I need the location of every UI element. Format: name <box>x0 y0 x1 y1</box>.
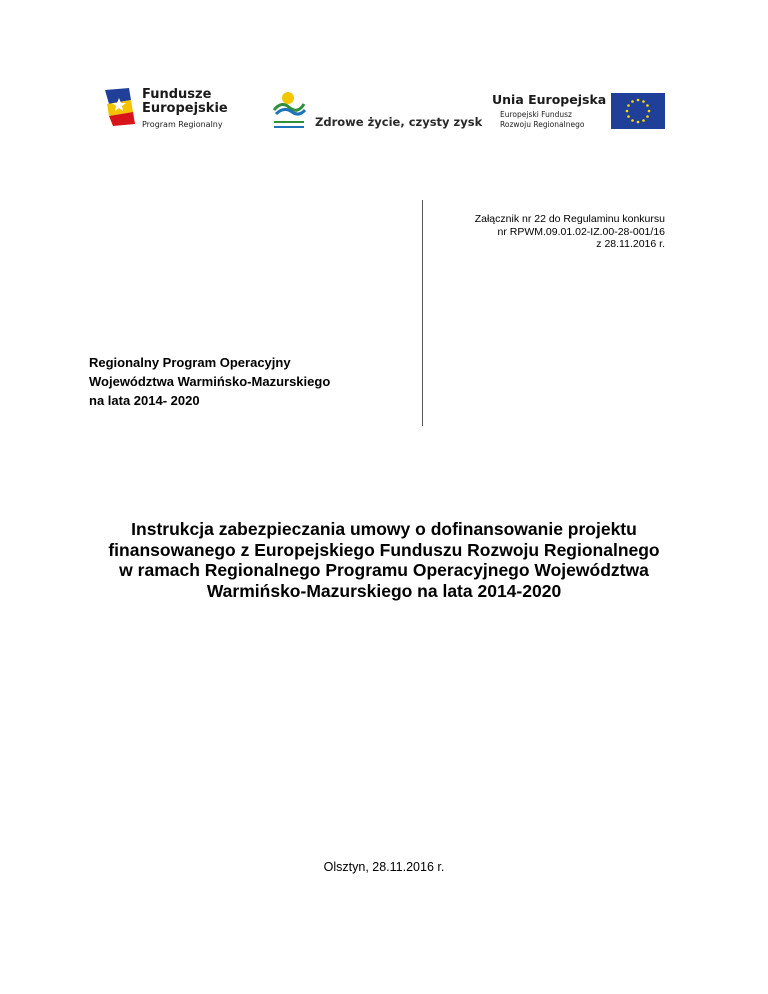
title-line1: Instrukcja zabezpieczania umowy o dofinansowanie projektu <box>131 519 637 539</box>
program-line2: Województwa Warmińsko-Mazurskiego <box>89 374 331 389</box>
title-line4: Warmińsko-Mazurskiego na lata 2014-2020 <box>206 580 562 601</box>
program-line3: na lata 2014- 2020 <box>89 393 200 408</box>
slogan-text: Zdrowe życie, czysty zysk <box>315 115 483 129</box>
unia-europejska-logo-text <box>492 92 606 130</box>
warmia-mazury-icon <box>270 88 308 132</box>
annex-line3: z 28.11.2016 r. <box>596 238 665 250</box>
title-line2: finansowanego z Europejskiego Funduszu Rozwoju Regionalnego <box>108 539 660 560</box>
annex-note <box>475 213 665 251</box>
document-title <box>0 519 768 601</box>
europejskie-line: Europejskie <box>142 101 228 116</box>
warmia-mazury-logo <box>270 88 483 132</box>
fundusze-europejskie-icon <box>105 88 135 126</box>
eu-flag-icon <box>611 93 665 129</box>
program-line1: Regionalny Program Operacyjny <box>89 355 291 370</box>
fundusze-europejskie-logo <box>105 84 245 134</box>
unia-europejska-title: Unia Europejska <box>492 92 607 107</box>
efrr-line1: Europejski Fundusz <box>500 110 572 119</box>
fundusze-line: Fundusze <box>142 87 212 102</box>
efrr-line2: Rozwoju Regionalnego <box>500 120 585 129</box>
annex-line1: Załącznik nr 22 do Regulaminu konkursu <box>474 213 665 225</box>
program-regionalny-line: Program Regionalny <box>142 120 223 129</box>
logo-bar <box>0 84 768 134</box>
annex-line2: nr RPWM.09.01.02-IZ.00-28-001/16 <box>497 225 665 238</box>
vertical-divider <box>422 200 423 426</box>
program-heading <box>89 353 330 410</box>
place-date: Olsztyn, 28.11.2016 r. <box>323 860 445 874</box>
title-line3: w ramach Regionalnego Programu Operacyjnego Województwa <box>119 560 649 580</box>
